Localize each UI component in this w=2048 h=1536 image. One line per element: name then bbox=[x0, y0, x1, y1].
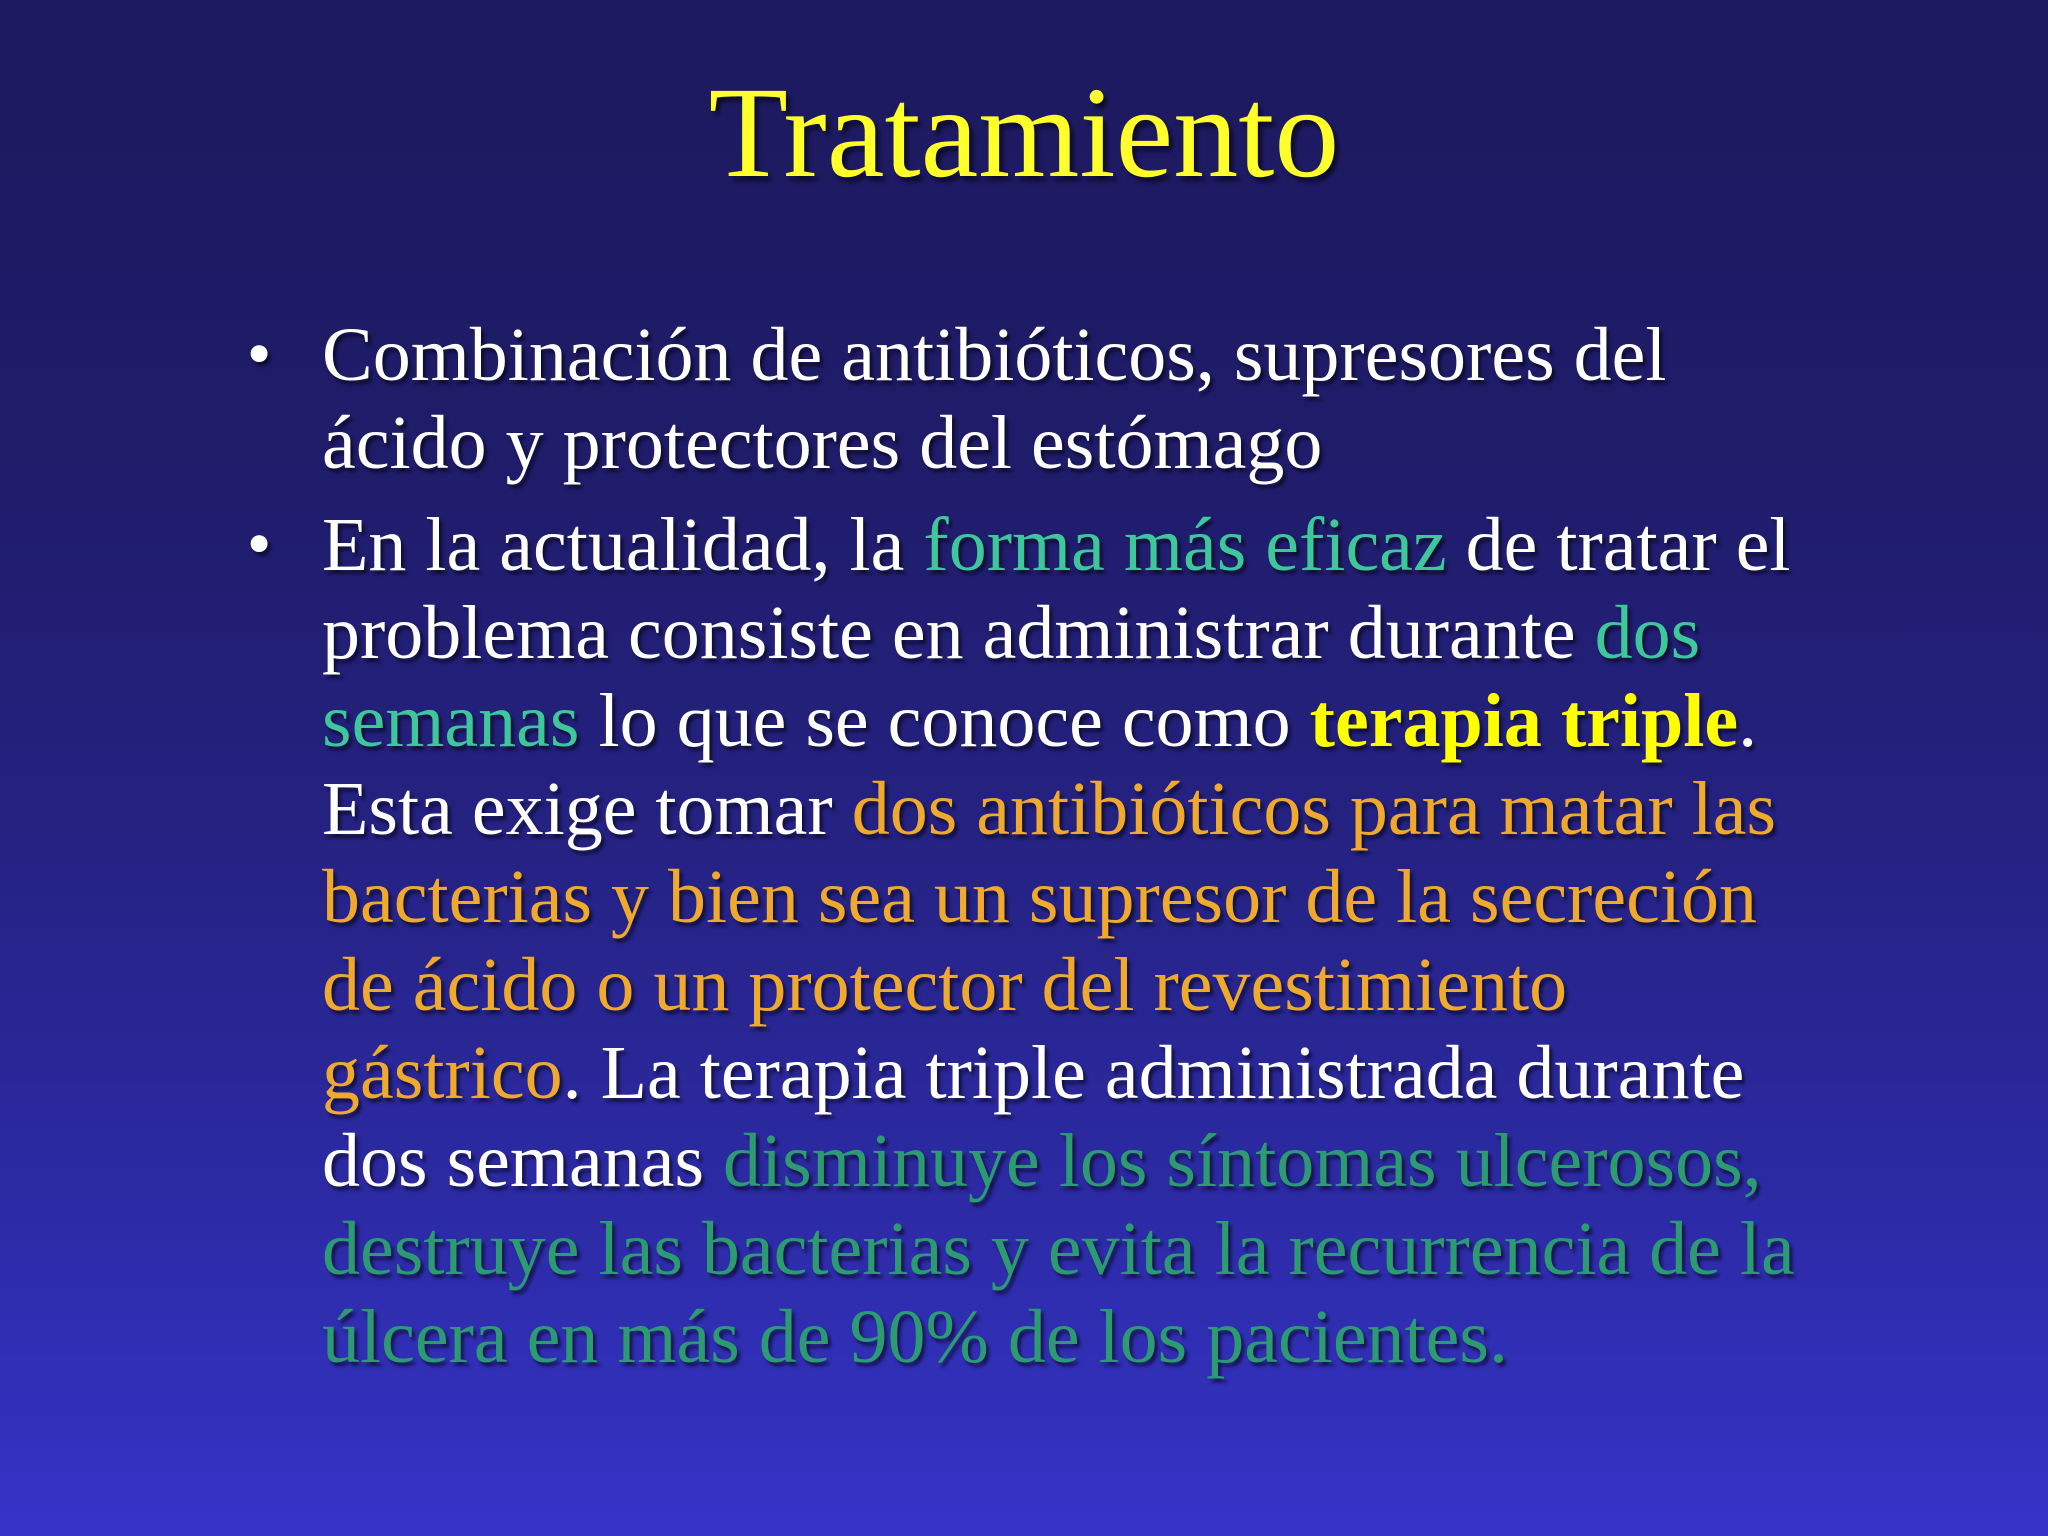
text-segment: disminuye los síntomas ulcerosos, destruye las bacterias y evita la recurrencia de la úlcera en más de 90% de los pacientes. bbox=[322, 1119, 1795, 1379]
bullet-marker-icon: • bbox=[242, 321, 277, 389]
text-segment: dos antibióticos para matar las bacterias y bien sea un supresor de la secreción de ácido o un protector del revestimiento gástrico bbox=[322, 767, 1777, 1115]
text-segment: de tratar el problema consiste en administrar durante bbox=[322, 503, 1791, 675]
text-segment: forma más eficaz bbox=[923, 503, 1447, 587]
text-segment: Combinación de antibióticos, supresores del ácido y protectores del estómago bbox=[322, 313, 1667, 485]
text-segment: lo que se conoce como bbox=[579, 679, 1310, 763]
text-segment: . La terapia triple administrada durante dos semanas bbox=[322, 1031, 1745, 1203]
bullet-marker-icon: • bbox=[242, 511, 277, 579]
text-segment: . Esta exige tomar bbox=[322, 679, 1758, 851]
text-segment: En la actualidad, la bbox=[322, 503, 924, 587]
slide-title: Tratamiento bbox=[708, 61, 1340, 205]
text-segment: dos semanas bbox=[322, 591, 1701, 763]
bullet-text bbox=[322, 313, 1667, 485]
bullet-item bbox=[240, 501, 1800, 1381]
bullet-text bbox=[322, 503, 1795, 1379]
bullet-list bbox=[240, 311, 1800, 1381]
bullet-item bbox=[240, 311, 1800, 487]
text-segment: terapia triple bbox=[1309, 679, 1739, 763]
